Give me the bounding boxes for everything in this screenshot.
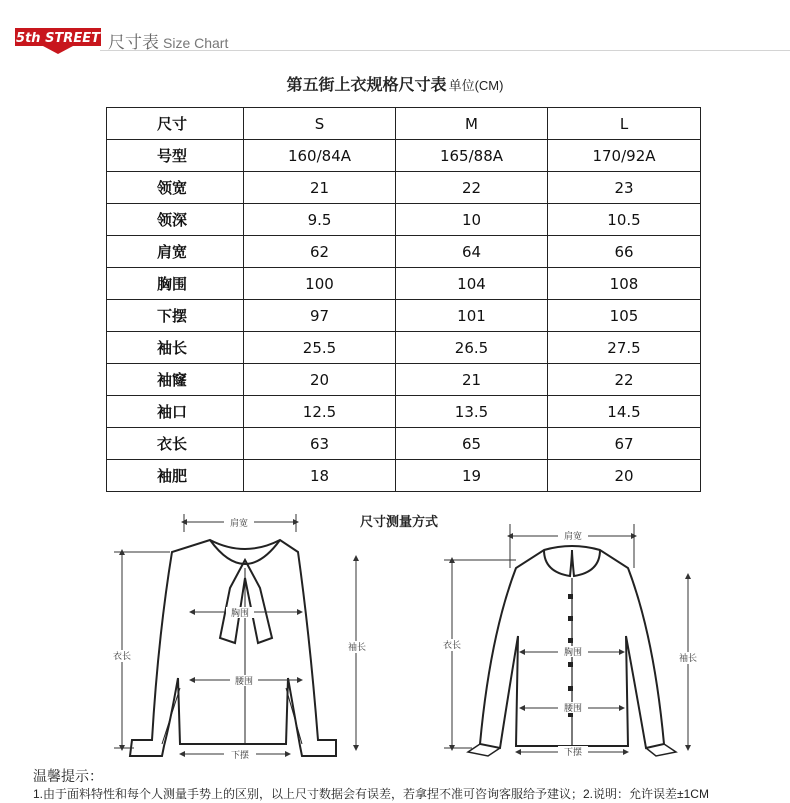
- header-cell-size: S: [244, 108, 396, 140]
- label-sleeve: 袖长: [678, 654, 698, 664]
- table-cell: 21: [396, 364, 548, 396]
- brand-logo: [15, 24, 101, 54]
- measure-title: 尺寸测量方式: [360, 514, 439, 529]
- blouse-measure-diagram: [100, 508, 390, 763]
- header-cell-label: 尺寸: [107, 108, 244, 140]
- table-row: [107, 204, 701, 236]
- table-cell: 20: [244, 364, 396, 396]
- row-label: 肩宽: [107, 236, 244, 268]
- table-row: [107, 268, 701, 300]
- shirt-measure-diagram: [432, 516, 712, 761]
- table-cell: 100: [244, 268, 396, 300]
- label-shoulder: 肩宽: [229, 519, 249, 529]
- table-row: [107, 460, 701, 492]
- row-label: 袖口: [107, 396, 244, 428]
- table-cell: 22: [548, 364, 701, 396]
- label-shoulder: 肩宽: [563, 532, 583, 542]
- label-sleeve: 袖长: [347, 643, 367, 653]
- table-cell: 18: [244, 460, 396, 492]
- label-waist: 腰围: [234, 677, 254, 687]
- logo-text: 5th STREET: [16, 31, 100, 46]
- table-cell: 27.5: [548, 332, 701, 364]
- table-row: [107, 140, 701, 172]
- label-chest: 胸围: [563, 648, 583, 658]
- tips-title: 温馨提示：: [33, 768, 103, 784]
- page-header: [0, 0, 790, 62]
- label-waist: 腰围: [563, 704, 583, 714]
- table-cell: 105: [548, 300, 701, 332]
- table-cell: 23: [548, 172, 701, 204]
- row-label: 袖肥: [107, 460, 244, 492]
- table-cell: 160/84A: [244, 140, 396, 172]
- tips-note: 1.由于面料特性和每个人测量手势上的区别，以上尺寸数据会有误差，若拿捏不准可咨询客服给予建议；2.说明：允许误差±1CM: [33, 787, 709, 801]
- label-chest: 胸围: [230, 609, 250, 619]
- label-length: 衣长: [112, 652, 132, 662]
- table-cell: 101: [396, 300, 548, 332]
- table-row: [107, 300, 701, 332]
- table-cell: 14.5: [548, 396, 701, 428]
- table-title: [0, 72, 790, 95]
- header-divider: [100, 50, 790, 51]
- shirt-labels: [436, 530, 704, 758]
- label-hem: 下摆: [230, 751, 250, 761]
- table-cell: 108: [548, 268, 701, 300]
- row-label: 领宽: [107, 172, 244, 204]
- table-cell: 22: [396, 172, 548, 204]
- label-hem: 下摆: [563, 748, 583, 758]
- table-row: [107, 364, 701, 396]
- table-cell: 21: [244, 172, 396, 204]
- header-title-cn: 尺寸表: [108, 33, 159, 52]
- table-unit: 单位(CM): [448, 78, 504, 93]
- table-cell: 20: [548, 460, 701, 492]
- table-cell: 9.5: [244, 204, 396, 236]
- table-cell: 62: [244, 236, 396, 268]
- table-title-text: 第五街上衣规格尺寸表: [286, 77, 447, 94]
- table-cell: 65: [396, 428, 548, 460]
- table-cell: 66: [548, 236, 701, 268]
- table-row: [107, 172, 701, 204]
- table-cell: 12.5: [244, 396, 396, 428]
- table-cell: 67: [548, 428, 701, 460]
- table-cell: 19: [396, 460, 548, 492]
- size-table: [106, 107, 701, 492]
- row-label: 袖长: [107, 332, 244, 364]
- blouse-outline: [130, 540, 336, 756]
- table-header-row: [107, 108, 701, 140]
- table-cell: 104: [396, 268, 548, 300]
- label-length: 衣长: [442, 641, 462, 651]
- table-cell: 97: [244, 300, 396, 332]
- header-title-en: Size Chart: [163, 35, 229, 51]
- header-cell-size: M: [396, 108, 548, 140]
- table-cell: 63: [244, 428, 396, 460]
- row-label: 号型: [107, 140, 244, 172]
- table-cell: 25.5: [244, 332, 396, 364]
- table-cell: 64: [396, 236, 548, 268]
- table-row: [107, 236, 701, 268]
- table-row: [107, 332, 701, 364]
- table-cell: 170/92A: [548, 140, 701, 172]
- header-cell-size: L: [548, 108, 701, 140]
- table-row: [107, 428, 701, 460]
- table-cell: 10.5: [548, 204, 701, 236]
- row-label: 衣长: [107, 428, 244, 460]
- table-cell: 13.5: [396, 396, 548, 428]
- table-cell: 165/88A: [396, 140, 548, 172]
- blouse-labels: [106, 517, 372, 761]
- table-row: [107, 396, 701, 428]
- row-label: 下摆: [107, 300, 244, 332]
- row-label: 袖窿: [107, 364, 244, 396]
- row-label: 领深: [107, 204, 244, 236]
- row-label: 胸围: [107, 268, 244, 300]
- table-cell: 26.5: [396, 332, 548, 364]
- table-cell: 10: [396, 204, 548, 236]
